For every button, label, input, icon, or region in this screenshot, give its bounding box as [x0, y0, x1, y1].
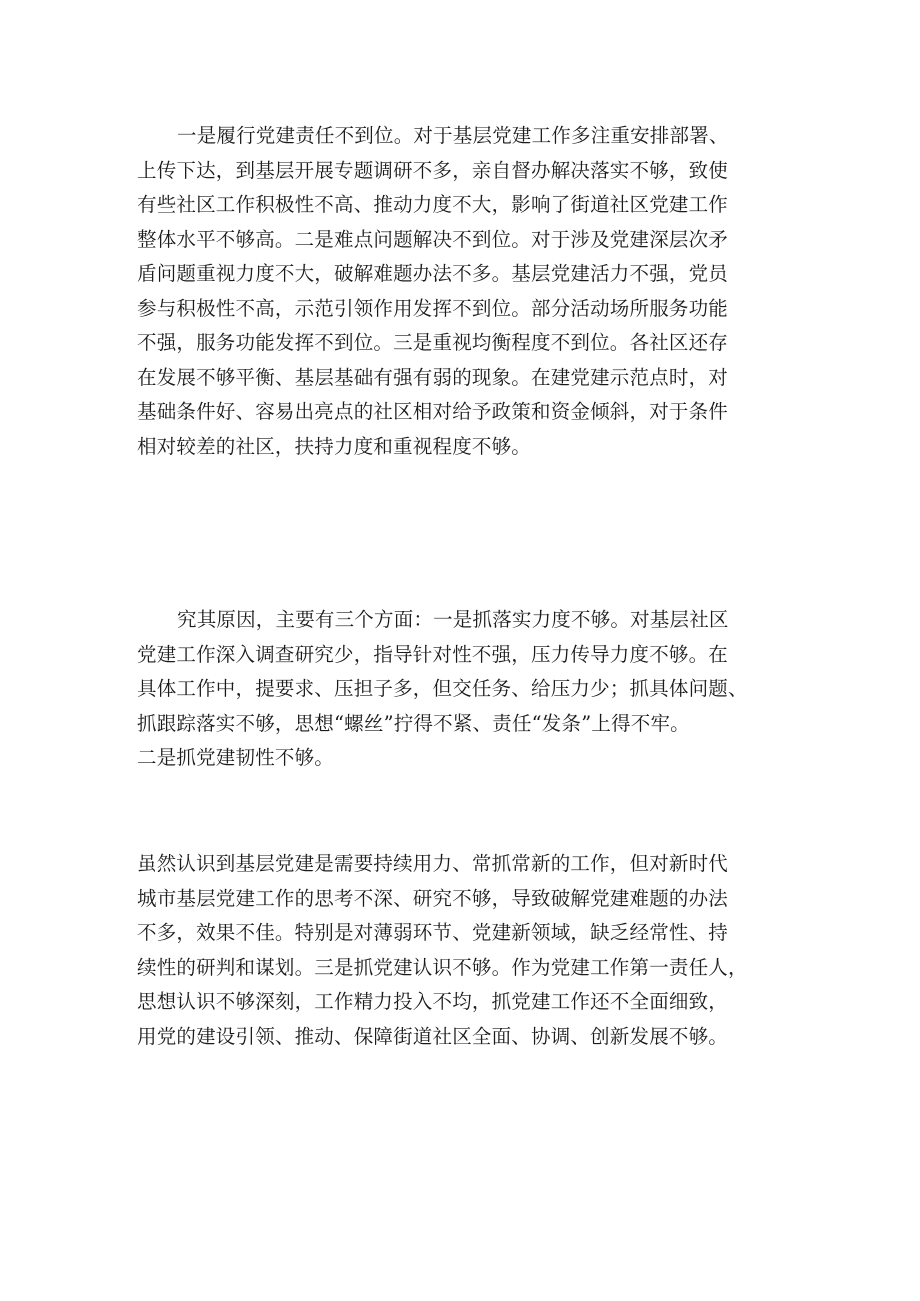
text-line: 抓跟踪落实不够，思想“螺丝”拧得不紧、责任“发条”上得不牢。 [137, 711, 690, 735]
text-line: 不强，服务功能发挥不到位。三是重视均衡程度不到位。各社区还存 [137, 331, 729, 354]
text-line: 参与积极性不高，示范引领作用发挥不到位。部分活动场所服务功能 [137, 296, 729, 320]
text-line: 党建工作深入调查研究少，指导针对性不强，压力传导力度不够。在 [137, 642, 729, 666]
text-line: 续性的研判和谋划。三是抓党建认识不够。作为党建工作第一责任人， [137, 955, 748, 979]
text-line: 整体水平不够高。二是难点问题解决不到位。对于涉及党建深层次矛 [137, 227, 729, 251]
text-line: 盾问题重视力度不大，破解难题办法不多。基层党建活力不强，党员 [137, 262, 729, 285]
text-line: 虽然认识到基层党建是需要持续用力、常抓常新的工作，但对新时代 [137, 852, 729, 875]
text-line: 上传下达，到基层开展专题调研不多，亲自督办解决落实不够，致使 [137, 158, 729, 182]
text-line: 思想认识不够深刻，工作精力投入不均，抓党建工作还不全面细致， [137, 990, 729, 1013]
paragraph-1 [137, 119, 801, 464]
text-line: 有些社区工作积极性不高、推动力度不大，影响了街道社区党建工作 [137, 193, 729, 216]
text-line: 不多，效果不佳。特别是对薄弱环节、党建新领域，缺乏经常性、持 [137, 921, 729, 944]
text-line: 二是抓党建韧性不够。 [137, 746, 335, 769]
paragraph-3 [137, 847, 801, 1054]
text-line: 一是履行党建责任不到位。对于基层党建工作多注重安排部署、 [177, 124, 729, 147]
text-line: 用党的建设引领、推动、保障街道社区全面、协调、创新发展不够。 [137, 1024, 729, 1048]
text-line: 基础条件好、容易出亮点的社区相对给予政策和资金倾斜，对于条件 [137, 400, 729, 423]
text-line: 在发展不够平衡、基层基础有强有弱的现象。在建党建示范点时，对 [137, 365, 729, 389]
paragraph-2 [137, 603, 801, 776]
text-line: 究其原因，主要有三个方面：一是抓落实力度不够。对基层社区 [177, 608, 729, 631]
text-line: 城市基层党建工作的思考不深、研究不够，导致破解党建难题的办法 [137, 886, 729, 910]
text-line: 相对较差的社区，扶持力度和重视程度不够。 [137, 434, 532, 458]
text-line: 具体工作中，提要求、压担子多，但交任务、给压力少；抓具体问题、 [137, 677, 748, 700]
